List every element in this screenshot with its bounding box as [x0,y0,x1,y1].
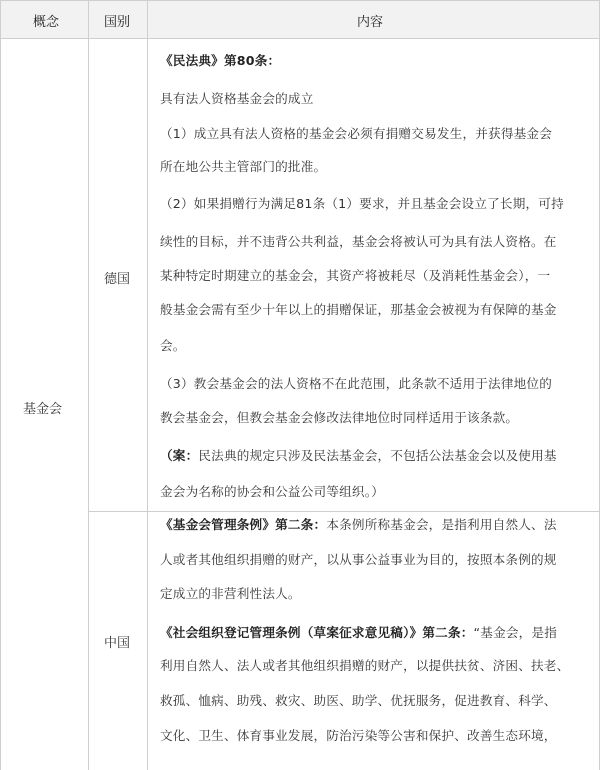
content-text: 所在地公共主管部门的批准。 [160,159,327,174]
content-text: （2）如果捐赠行为满足81条（1）要求，并且基金会设立了长期，可持 [160,196,564,211]
content-text: 救孤、恤病、助残、救灾、助医、助学、优抚服务，促进教育、科学、 [160,693,557,708]
concept-cell: 基金会 [23,402,63,417]
header-country: 国别 [104,15,131,30]
content-text: 某种特定时期建立的基金会，其资产将被耗尽（及消耗性基金会），一 [160,268,551,283]
content-text: “基金会，是指 [473,625,558,640]
content-text: 民法典的规定只涉及民法基金会，不包括公法基金会以及使用基 [198,448,557,463]
content-line [160,265,550,284]
content-text: 教会基金会，但教会基金会修改法律地位时同样适用于该条款。 [160,410,519,425]
citation-text: 《基金会管理条例》第二条： [160,517,327,532]
content-text: 般基金会需有至少十年以上的捐赠保证，那基金会被视为有保障的基金 [160,302,557,317]
content-line [160,50,280,69]
content-line [160,514,557,533]
header-content: 内容 [357,15,384,30]
content-line [160,88,314,107]
table-header [0,0,600,39]
citation-text: 《社会组织登记管理条例（草案征求意见稿）》第二条： [160,625,474,640]
citation-text: （案： [160,448,199,463]
content-text: 金会为名称的协会和公益公司等组织。） [160,484,384,499]
content-line [160,481,384,500]
row-divider [88,511,600,512]
content-text: 文化、卫生、体育事业发展，防治污染等公害和保护、改善生态环境， [160,728,557,743]
content-line [160,299,557,318]
header-concept: 概念 [33,15,60,30]
content-line [160,655,569,674]
content-line [160,549,557,568]
column-divider [147,0,148,770]
content-text: 定成立的非营利性法人。 [160,586,301,601]
content-line [160,583,301,602]
content-line [160,690,557,709]
content-text: 利用自然人、法人或者其他组织捐赠的财产，以提供扶贫、济困、扶老、 [160,658,570,673]
content-line [160,193,564,212]
content-text: 人或者其他组织捐赠的财产，以从事公益事业为目的，按照本条例的规 [160,552,557,567]
country-cell-germany: 德国 [104,272,131,287]
content-line [160,725,557,744]
citation-text: 《民法典》第80条： [160,53,281,68]
content-line [160,445,557,464]
content-text: 本条例所称基金会，是指利用自然人、法 [326,517,557,532]
content-line [160,407,518,426]
column-divider [88,0,89,770]
content-line [160,335,186,354]
content-line [160,231,557,250]
content-line [160,622,557,641]
border-left [0,0,1,770]
country-cell-china: 中国 [104,636,131,651]
content-text: （3）教会基金会的法人资格不在此范围，此条款不适用于法律地位的 [160,376,553,391]
content-line [160,123,552,142]
content-line [160,156,326,175]
border-top [0,0,600,1]
content-text: 具有法人资格基金会的成立 [160,91,314,106]
content-text: （1）成立具有法人资格的基金会必须有捐赠交易发生，并获得基金会 [160,126,553,141]
content-line [160,373,552,392]
content-text: 续性的目标，并不违背公共利益，基金会将被认可为具有法人资格。在 [160,234,557,249]
content-text: 会。 [160,338,186,353]
